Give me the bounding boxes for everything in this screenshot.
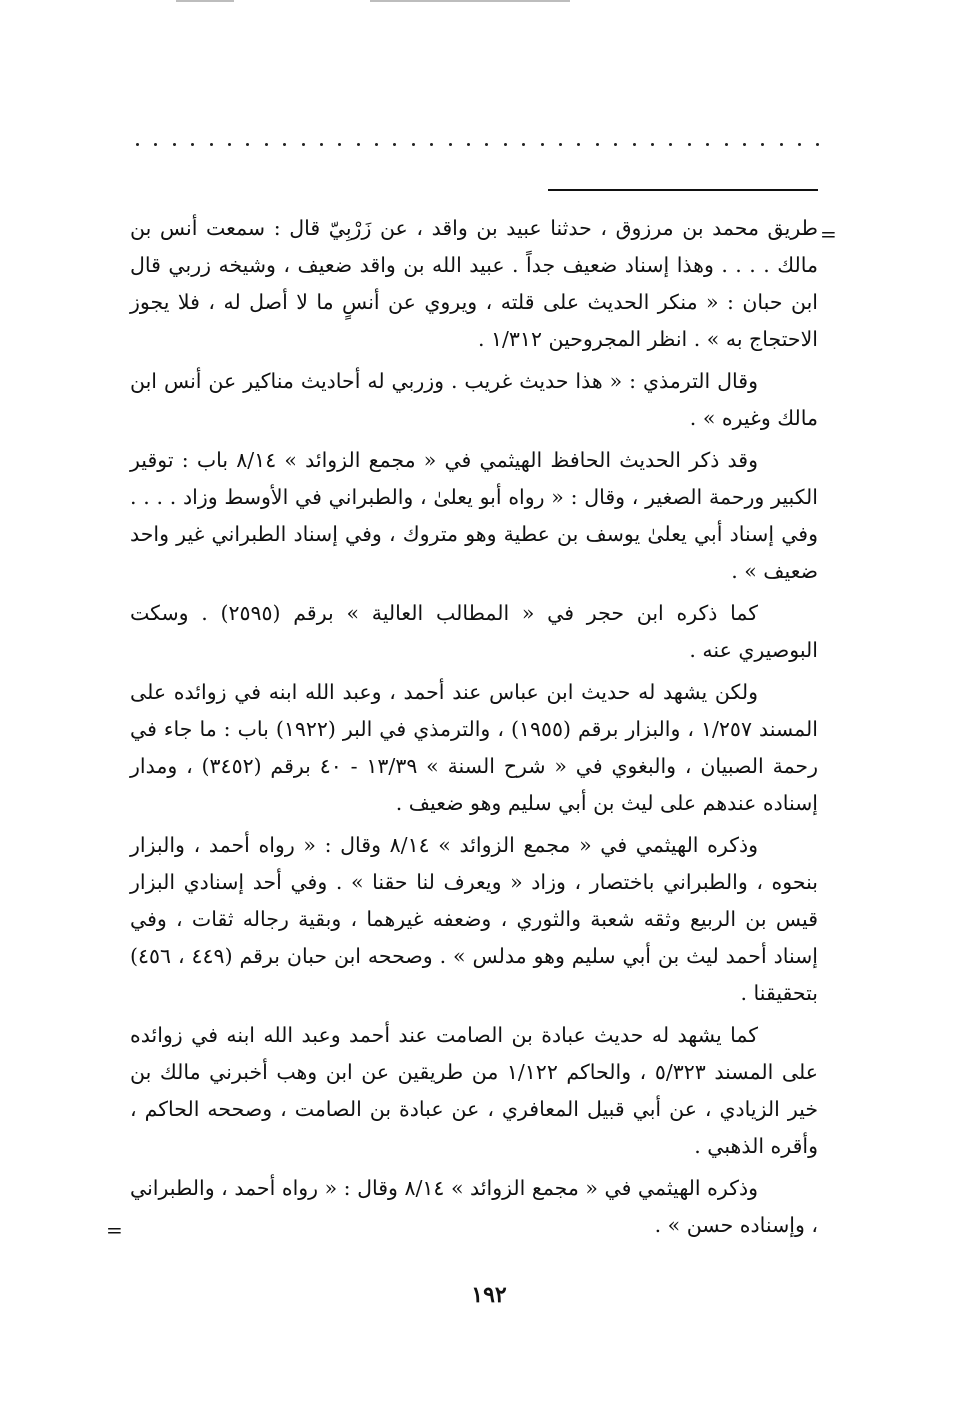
footnote-block	[130, 210, 818, 1244]
footnote-paragraph-5: ولكن يشهد له حديث ابن عباس عند أحمد ، وعبد الله ابنه في زوائده على المسند ١/٢٥٧ ، والبزار برقم (١٩٥٥) ، والترمذي في البر (١٩٢٢) باب : ما جاء في رحمة الصبيان ، والبغوي في « شرح السنة » ١٣/٣٩ - ٤٠ برقم (٣٤٥٢) ، ومدار إسناده عندهم على ليث بن أبي سليم وهو ضعيف .	[130, 680, 818, 815]
footnote-paragraph-8: وذكره الهيثمي في « مجمع الزوائد » ٨/١٤ وقال : « رواه أحمد ، والطبراني ، وإسناده حسن » .	[130, 1176, 818, 1237]
separator-dot	[743, 143, 746, 146]
separator-dot	[761, 143, 764, 146]
separator-dot	[706, 143, 709, 146]
separator-dot	[504, 143, 507, 146]
separator-dot	[302, 143, 305, 146]
separator-dot	[614, 143, 617, 146]
dotted-separator	[136, 134, 820, 154]
separator-dot	[485, 143, 488, 146]
page-number: ١٩٢	[471, 1282, 507, 1308]
separator-dot	[246, 143, 249, 146]
separator-dot	[669, 143, 672, 146]
separator-dot	[541, 143, 544, 146]
separator-dot	[173, 143, 176, 146]
continuation-mark-end: =	[106, 1218, 123, 1242]
separator-dot	[357, 143, 360, 146]
continuation-mark-start: =	[820, 222, 837, 246]
footnote-paragraph-2: وقال الترمذي : « هذا حديث غريب . وزربي له أحاديث مناكير عن أنس ابن مالك وغيره » .	[130, 369, 818, 430]
separator-dot	[467, 143, 470, 146]
separator-dot	[375, 143, 378, 146]
separator-dot	[191, 143, 194, 146]
separator-dot	[136, 143, 139, 146]
scan-edge-line-right	[370, 0, 570, 2]
footnote-paragraph-7: كما يشهد له حديث عبادة بن الصامت عند أحمد وعبد الله ابنه في زوائده على المسند ٥/٣٢٣ ، والحاكم ١/١٢٢ من طريقين عن ابن وهب أخبرني مالك بن خير الزيادي ، عن أبي قبيل المعافري ، عن عبادة بن الصامت ، وصححه الحاكم ، وأقره الذهبي .	[130, 1023, 818, 1158]
footnote-paragraph-4: كما ذكره ابن حجر في « المطالب العالية » برقم (٢٥٩٥) . وسكت البوصيري عنه .	[130, 601, 818, 662]
scan-edge-line-left	[176, 0, 234, 2]
separator-dot	[577, 143, 580, 146]
separator-dot	[596, 143, 599, 146]
separator-dot	[338, 143, 341, 146]
footnote-rule	[548, 189, 818, 191]
separator-dot	[651, 143, 654, 146]
separator-dot	[816, 143, 819, 146]
separator-dot	[559, 143, 562, 146]
separator-dot	[522, 143, 525, 146]
separator-dot	[725, 143, 728, 146]
separator-dot	[154, 143, 157, 146]
separator-dot	[430, 143, 433, 146]
separator-dot	[320, 143, 323, 146]
separator-dot	[210, 143, 213, 146]
separator-dot	[780, 143, 783, 146]
separator-dot	[283, 143, 286, 146]
footnote-paragraph-6: وذكره الهيثمي في « مجمع الزوائد » ٨/١٤ وقال : « رواه أحمد ، والبزار بنحوه ، والطبراني باختصار ، وزاد « ويعرف لنا حقنا » . وفي أحد إسنادي البزار قيس بن الربيع وثقه شعبة والثوري ، وضعفه غيرهما ، وبقية رجاله ثقات ، وفي إسناد أحمد ليث بن أبي سليم وهو مدلس » . وصححه ابن حبان برقم (٤٤٩ ، ٤٥٦) بتحقيقنا .	[130, 833, 818, 1005]
footnote-paragraph-1: طريق محمد بن مرزوق ، حدثنا عبيد بن واقد ، عن زَرْبِيّ قال : سمعت أنس بن مالك . . . . وهذا إسناد ضعيف جداً . عبيد الله بن واقد ضعيف ، وشيخه زربي قال ابن حبان : « منكر الحديث على قلته ، ويروي عن أنسٍ ما لا أصل له ، فلا يجوز الاحتجاج به » . انظر المجروحين ١/٣١٢ .	[130, 216, 818, 351]
separator-dot	[393, 143, 396, 146]
separator-dot	[633, 143, 636, 146]
separator-dot	[798, 143, 801, 146]
separator-dot	[449, 143, 452, 146]
footnote-paragraph-3: وقد ذكر الحديث الحافظ الهيثمي في « مجمع الزوائد » ٨/١٤ باب : توقير الكبير ورحمة الصغير ، وقال : « رواه أبو يعلىٰ ، والطبراني في الأوسط وزاد . . . . وفي إسناد أبي يعلىٰ يوسف بن عطية وهو متروك ، وفي إسناد الطبراني غير واحد ضعيف » .	[130, 448, 818, 583]
separator-dot	[688, 143, 691, 146]
separator-dot	[228, 143, 231, 146]
separator-dot	[265, 143, 268, 146]
separator-dot	[412, 143, 415, 146]
